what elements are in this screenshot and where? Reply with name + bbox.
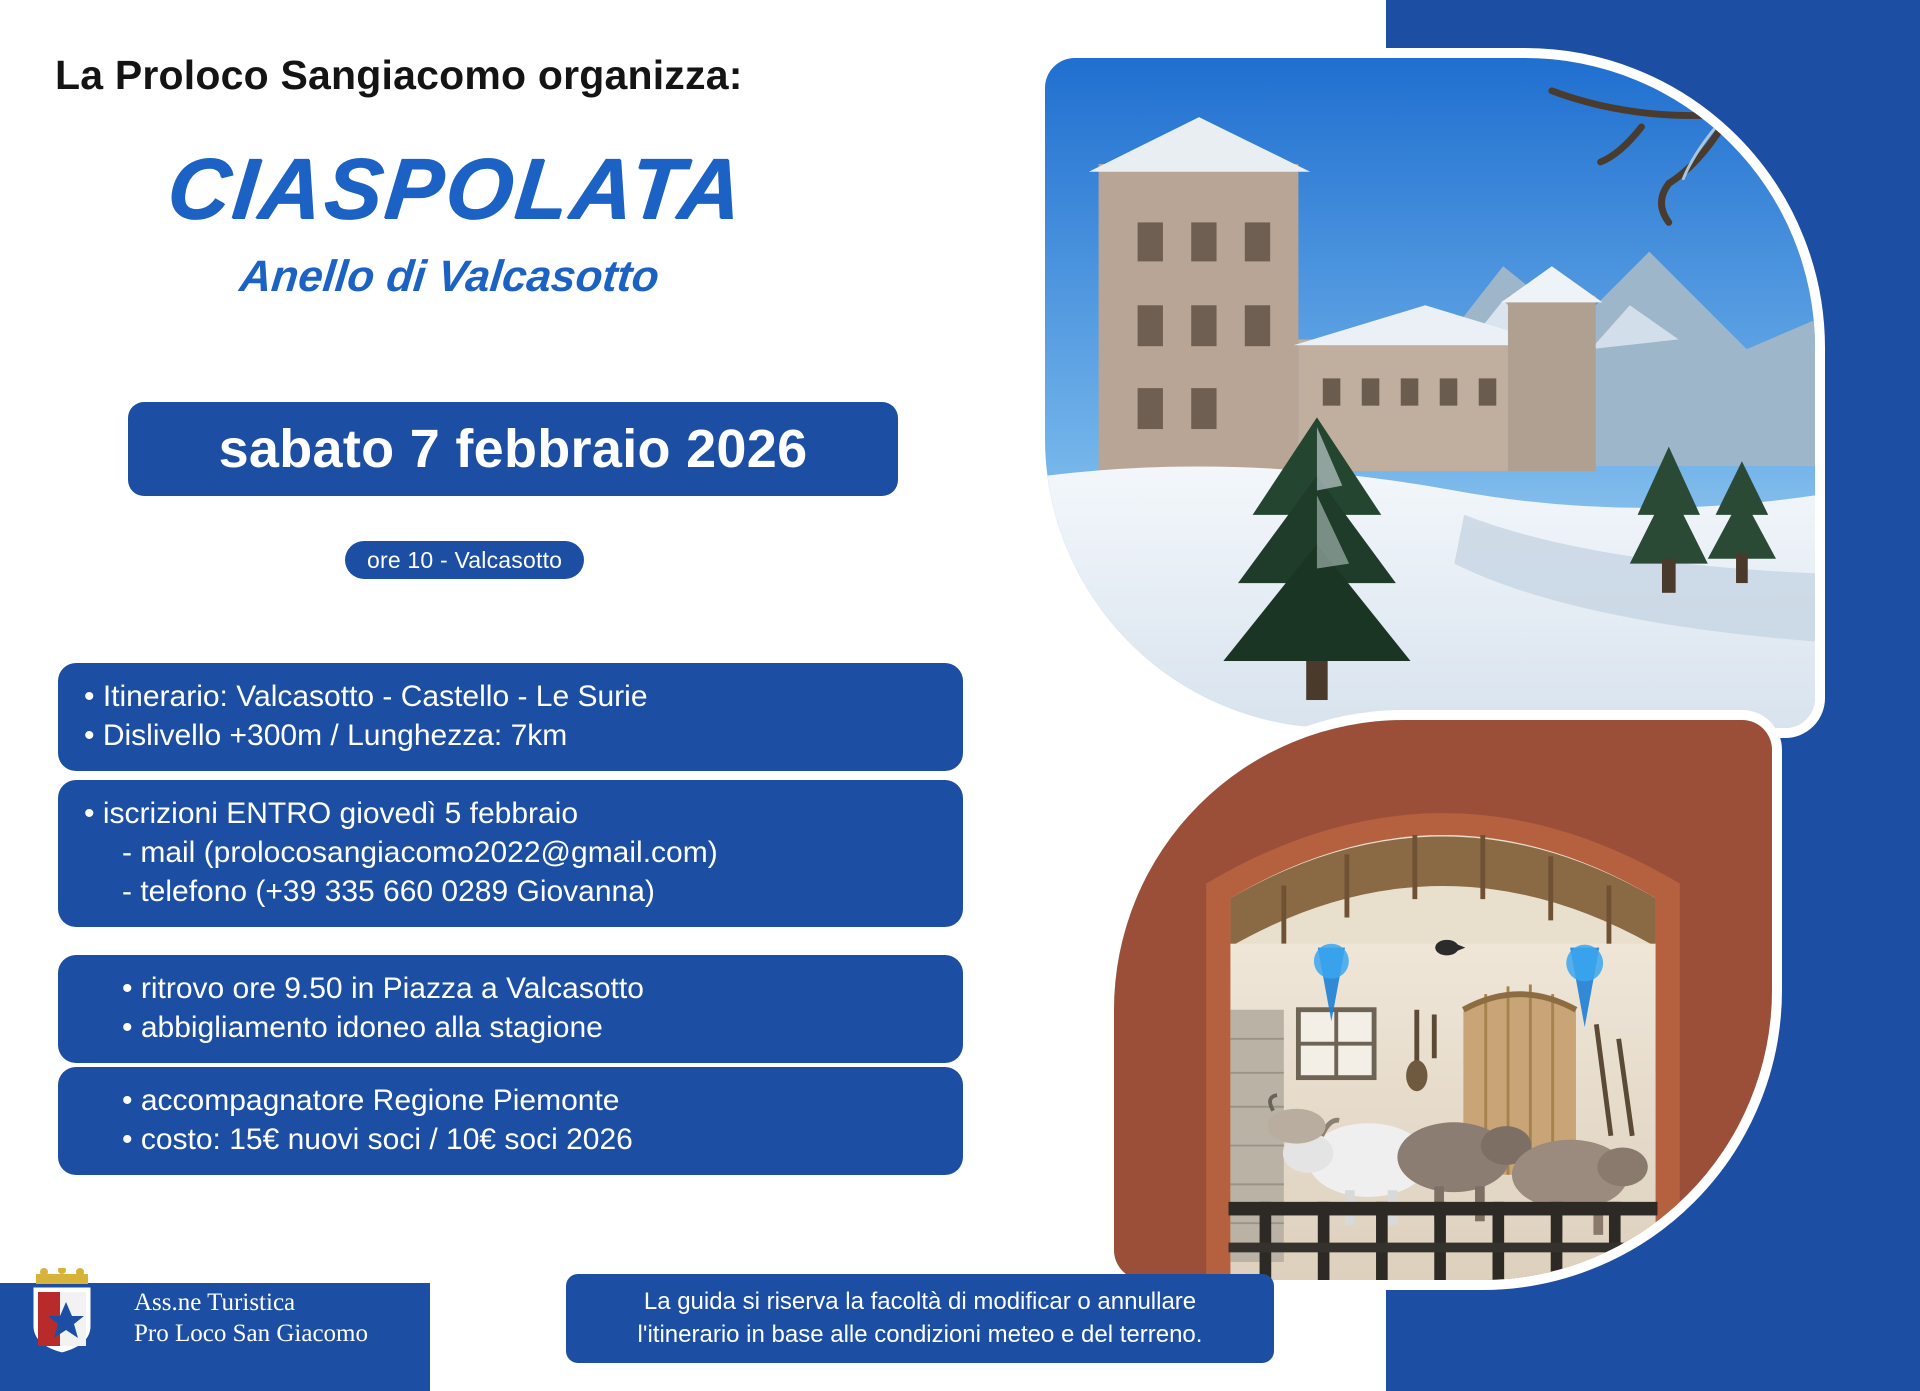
barn-scene-illustration xyxy=(1114,720,1772,1280)
info-line: • abbigliamento idoneo alla stagione xyxy=(122,1011,603,1044)
association-line-2: Pro Loco San Giacomo xyxy=(134,1319,368,1347)
info-line: • costo: 15€ nuovi soci / 10€ soci 2026 xyxy=(122,1123,633,1156)
info-line-phone: - telefono (+39 335 660 0289 Giovanna) xyxy=(122,875,655,908)
info-line: • ritrovo ore 9.50 in Piazza a Valcasotto xyxy=(122,972,644,1005)
info-block-meeting xyxy=(58,955,963,1063)
time-label: ore 10 - Valcasotto xyxy=(367,546,563,573)
info-line-email: - mail (prolocosangiacomo2022@gmail.com) xyxy=(122,836,718,869)
info-line: • iscrizioni ENTRO giovedì 5 febbraio xyxy=(84,797,579,830)
photo-barn-mural xyxy=(1104,710,1782,1290)
castle-scene-illustration xyxy=(1045,58,1815,728)
date-badge xyxy=(128,402,898,496)
photo-castle-winter xyxy=(1035,48,1825,738)
time-badge xyxy=(345,541,584,579)
page-subtitle: Anello di Valcasotto xyxy=(237,252,662,301)
info-line: • Dislivello +300m / Lunghezza: 7km xyxy=(84,719,568,752)
info-block-cost xyxy=(58,1067,963,1175)
association-name xyxy=(134,1287,368,1350)
disclaimer-line-1: La guida si riserva la facoltà di modificar o annullare xyxy=(643,1288,1197,1316)
info-line: • accompagnatore Regione Piemonte xyxy=(122,1084,620,1117)
crest-icon xyxy=(26,1268,98,1356)
info-block-itinerary xyxy=(58,663,963,771)
association-line-1: Ass.ne Turistica xyxy=(134,1288,296,1316)
disclaimer-note xyxy=(566,1274,1274,1363)
disclaimer-line-2: l'itinerario in base alle condizioni meteo e del terreno. xyxy=(637,1320,1203,1348)
date-label: sabato 7 febbraio 2026 xyxy=(218,419,808,479)
proloco-crest-logo xyxy=(26,1268,98,1356)
info-block-registration xyxy=(58,780,963,927)
page-title: CIASPOLATA xyxy=(163,141,750,237)
info-line: • Itinerario: Valcasotto - Castello - Le Surie xyxy=(84,680,648,713)
organizer-line: La Proloco Sangiacomo organizza: xyxy=(55,52,743,98)
